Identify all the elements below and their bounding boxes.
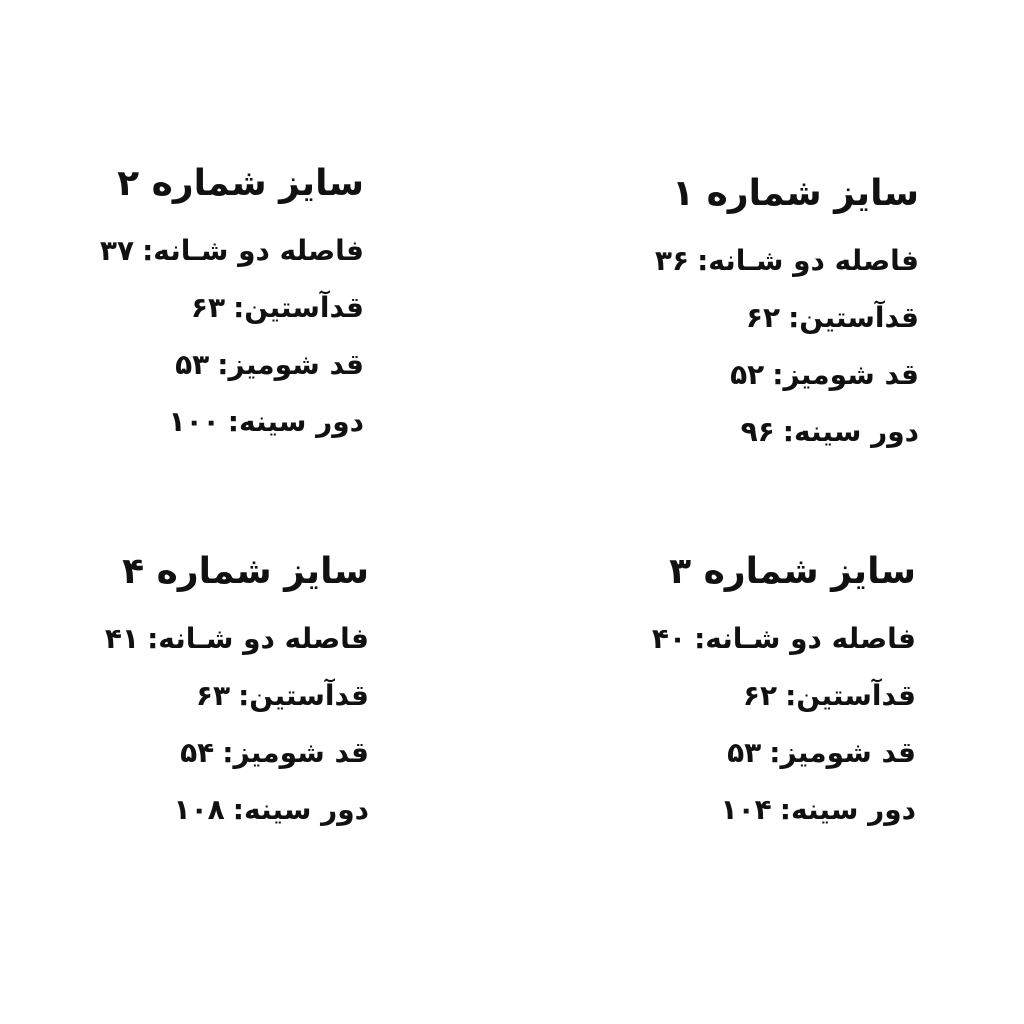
blouse-length-value: ۵۴ bbox=[180, 736, 215, 769]
chest-row bbox=[100, 393, 364, 450]
blouse-length-row bbox=[100, 336, 364, 393]
chest-value: ۱۰۰ bbox=[168, 405, 220, 438]
blouse-length-label: قد شومیز: bbox=[772, 358, 919, 391]
chest-label: دور سینه: bbox=[227, 405, 364, 438]
size-card-4 bbox=[105, 548, 369, 838]
shoulder-width-value: ۴۰ bbox=[651, 622, 687, 655]
blouse-length-row bbox=[655, 346, 919, 403]
shoulder-width-label: فاصله دو شـانه: bbox=[142, 234, 364, 267]
size-title: سایز شماره ۴ bbox=[122, 551, 369, 592]
chest-label: دور سینه: bbox=[782, 415, 919, 448]
sleeve-length-label: قدآستین: bbox=[233, 291, 364, 324]
shoulder-width-value: ۳۷ bbox=[99, 234, 135, 267]
size-card-2 bbox=[100, 160, 364, 450]
shoulder-width-row bbox=[100, 222, 364, 279]
shoulder-width-value: ۳۶ bbox=[654, 244, 690, 277]
shoulder-width-row bbox=[652, 610, 916, 667]
chest-row bbox=[655, 403, 919, 460]
sleeve-length-value: ۶۲ bbox=[742, 679, 778, 712]
size-title: سایز شماره ۳ bbox=[669, 551, 916, 592]
chest-row bbox=[105, 781, 369, 838]
blouse-length-value: ۵۳ bbox=[727, 736, 762, 769]
shoulder-width-label: فاصله دو شـانه: bbox=[697, 244, 919, 277]
chest-value: ۱۰۸ bbox=[173, 793, 225, 826]
blouse-length-value: ۵۳ bbox=[175, 348, 210, 381]
chest-row bbox=[652, 781, 916, 838]
blouse-length-row bbox=[652, 724, 916, 781]
sleeve-length-value: ۶۲ bbox=[745, 301, 781, 334]
size-title: سایز شماره ۲ bbox=[117, 163, 364, 204]
sleeve-length-label: قدآستین: bbox=[788, 301, 919, 334]
shoulder-width-row bbox=[655, 232, 919, 289]
sleeve-length-value: ۶۳ bbox=[190, 291, 226, 324]
size-card-3 bbox=[652, 548, 916, 838]
shoulder-width-value: ۴۱ bbox=[104, 622, 140, 655]
chest-value: ۹۶ bbox=[740, 415, 775, 448]
blouse-length-row bbox=[105, 724, 369, 781]
sleeve-length-row bbox=[652, 667, 916, 724]
blouse-length-value: ۵۲ bbox=[730, 358, 765, 391]
blouse-length-label: قد شومیز: bbox=[217, 348, 364, 381]
size-title: سایز شماره ۱ bbox=[672, 173, 919, 214]
sleeve-length-value: ۶۳ bbox=[195, 679, 231, 712]
blouse-length-label: قد شومیز: bbox=[222, 736, 369, 769]
sleeve-length-row bbox=[655, 289, 919, 346]
chest-value: ۱۰۴ bbox=[720, 793, 772, 826]
sleeve-length-label: قدآستین: bbox=[238, 679, 369, 712]
shoulder-width-row bbox=[105, 610, 369, 667]
sleeve-length-row bbox=[105, 667, 369, 724]
size-card-1 bbox=[655, 170, 919, 460]
sleeve-length-row bbox=[100, 279, 364, 336]
chest-label: دور سینه: bbox=[779, 793, 916, 826]
sleeve-length-label: قدآستین: bbox=[785, 679, 916, 712]
chest-label: دور سینه: bbox=[232, 793, 369, 826]
shoulder-width-label: فاصله دو شـانه: bbox=[694, 622, 916, 655]
blouse-length-label: قد شومیز: bbox=[769, 736, 916, 769]
shoulder-width-label: فاصله دو شـانه: bbox=[147, 622, 369, 655]
